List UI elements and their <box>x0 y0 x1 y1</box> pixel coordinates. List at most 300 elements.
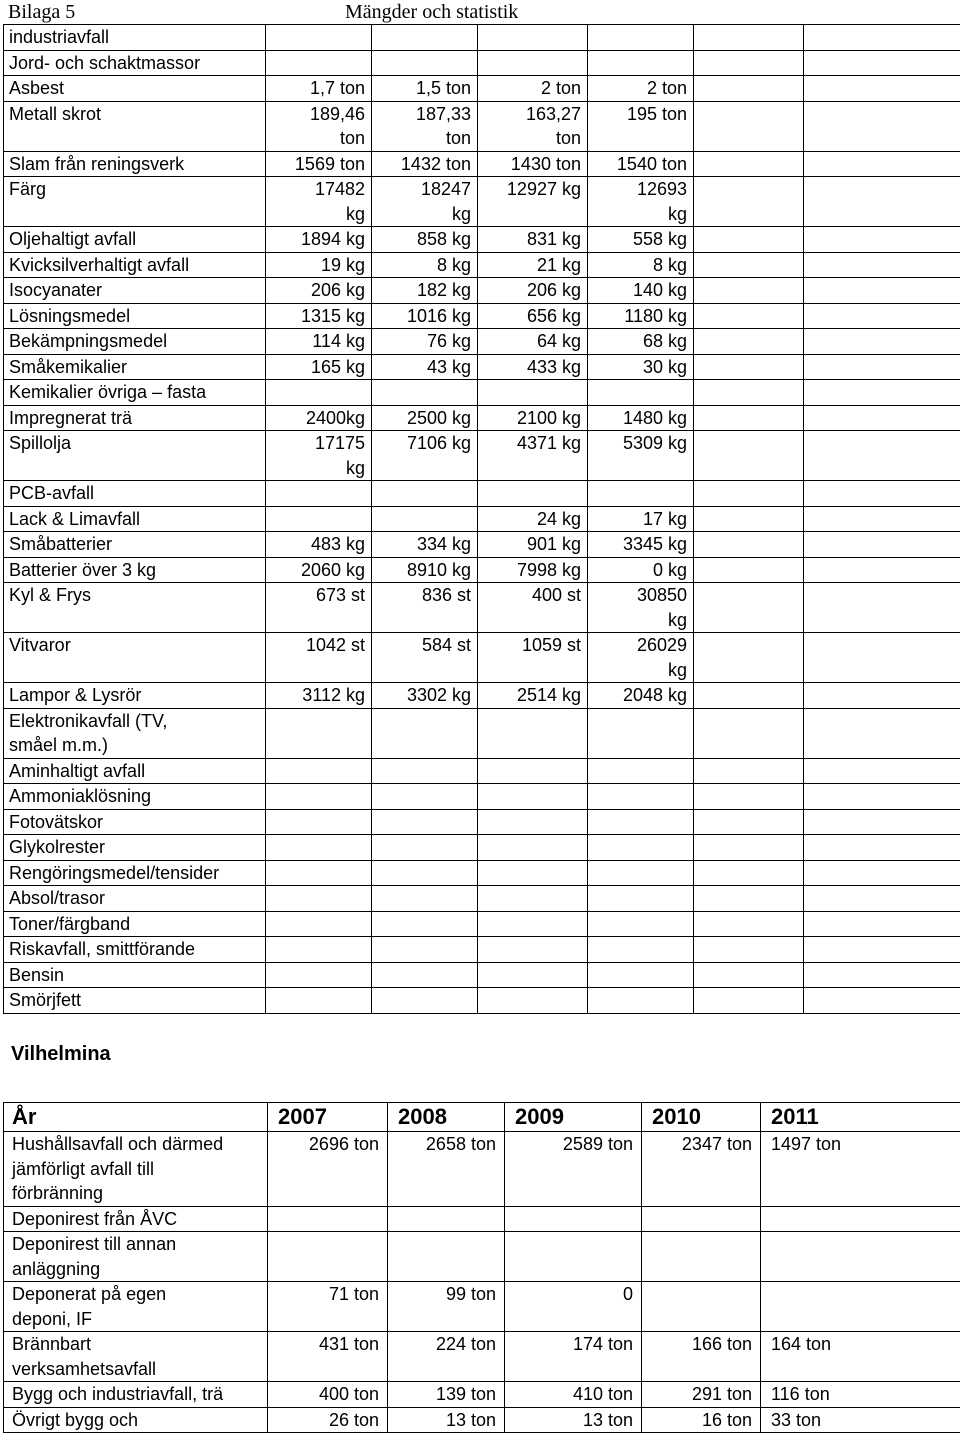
empty-cell <box>804 633 960 683</box>
value-cell: 858 kg <box>372 227 478 253</box>
empty-cell <box>804 708 960 758</box>
value-cell: 5309 kg <box>588 431 694 481</box>
empty-cell <box>694 252 804 278</box>
value-cell: 187,33 ton <box>372 101 478 151</box>
table-row <box>4 481 960 507</box>
table-row <box>4 557 960 583</box>
value-cell: 1059 st <box>478 633 588 683</box>
value-cell: 30850 kg <box>588 583 694 633</box>
value-cell: 165 kg <box>266 354 372 380</box>
header-cell-year: 2011 <box>761 1103 960 1132</box>
value-cell: 4371 kg <box>478 431 588 481</box>
value-cell: 1315 kg <box>266 303 372 329</box>
value-cell <box>588 962 694 988</box>
value-cell <box>266 962 372 988</box>
row-label: Småkemikalier <box>4 354 266 380</box>
empty-cell <box>804 101 960 151</box>
table-row <box>4 405 960 431</box>
value-cell <box>372 758 478 784</box>
value-cell: 2060 kg <box>266 557 372 583</box>
empty-cell <box>804 431 960 481</box>
value-cell <box>372 911 478 937</box>
value-cell: 21 kg <box>478 252 588 278</box>
table-row <box>4 1132 960 1207</box>
table-row <box>4 252 960 278</box>
value-cell <box>268 1232 388 1282</box>
value-cell <box>478 758 588 784</box>
table-row <box>4 76 960 102</box>
empty-cell <box>694 937 804 963</box>
value-cell: 673 st <box>266 583 372 633</box>
empty-cell <box>694 177 804 227</box>
page-title: Mängder och statistik <box>345 1 518 24</box>
header-cell-year: 2009 <box>505 1103 642 1132</box>
value-cell <box>266 937 372 963</box>
table-row <box>4 431 960 481</box>
row-label: Kvicksilverhaltigt avfall <box>4 252 266 278</box>
value-cell: 8910 kg <box>372 557 478 583</box>
value-cell: 17 kg <box>588 506 694 532</box>
value-cell: 19 kg <box>266 252 372 278</box>
row-label: Absol/trasor <box>4 886 266 912</box>
value-cell: 164 ton <box>761 1332 960 1382</box>
value-cell <box>478 886 588 912</box>
value-cell: 836 st <box>372 583 478 633</box>
table-row <box>4 633 960 683</box>
value-cell <box>372 809 478 835</box>
row-label: Glykolrester <box>4 835 266 861</box>
table-row <box>4 1206 960 1232</box>
row-label: Impregnerat trä <box>4 405 266 431</box>
value-cell <box>372 937 478 963</box>
empty-cell <box>804 937 960 963</box>
value-cell: 2400kg <box>266 405 372 431</box>
table-row <box>4 25 960 51</box>
value-cell <box>372 50 478 76</box>
value-cell <box>266 25 372 51</box>
row-label: Kemikalier övriga – fasta <box>4 380 266 406</box>
row-label: PCB-avfall <box>4 481 266 507</box>
value-cell: 206 kg <box>478 278 588 304</box>
row-label: Asbest <box>4 76 266 102</box>
value-cell <box>478 860 588 886</box>
value-cell <box>478 708 588 758</box>
value-cell: 1569 ton <box>266 151 372 177</box>
empty-cell <box>804 988 960 1014</box>
value-cell: 26029 kg <box>588 633 694 683</box>
value-cell: 71 ton <box>268 1282 388 1332</box>
empty-cell <box>694 506 804 532</box>
value-cell: 8 kg <box>372 252 478 278</box>
empty-cell <box>804 405 960 431</box>
waste-table-vilhelmina <box>3 1102 960 1433</box>
table-row <box>4 860 960 886</box>
value-cell <box>266 911 372 937</box>
empty-cell <box>804 962 960 988</box>
empty-cell <box>694 278 804 304</box>
value-cell <box>588 50 694 76</box>
value-cell: 1432 ton <box>372 151 478 177</box>
value-cell: 558 kg <box>588 227 694 253</box>
empty-cell <box>694 25 804 51</box>
value-cell: 224 ton <box>388 1332 505 1382</box>
value-cell <box>266 506 372 532</box>
table-row <box>4 532 960 558</box>
value-cell: 17175 kg <box>266 431 372 481</box>
empty-cell <box>694 354 804 380</box>
table-row <box>4 1407 960 1433</box>
row-label: Bygg och industriavfall, trä <box>4 1382 268 1408</box>
value-cell <box>478 25 588 51</box>
empty-cell <box>694 962 804 988</box>
row-label: Slam från reningsverk <box>4 151 266 177</box>
value-cell: 410 ton <box>505 1382 642 1408</box>
row-label: Småbatterier <box>4 532 266 558</box>
table-row <box>4 303 960 329</box>
row-label: Deponirest från ÅVC <box>4 1206 268 1232</box>
value-cell: 1480 kg <box>588 405 694 431</box>
value-cell <box>478 937 588 963</box>
value-cell <box>266 758 372 784</box>
value-cell: 2 ton <box>588 76 694 102</box>
value-cell: 1894 kg <box>266 227 372 253</box>
value-cell <box>588 481 694 507</box>
value-cell: 1,5 ton <box>372 76 478 102</box>
table-row <box>4 784 960 810</box>
value-cell: 163,27 ton <box>478 101 588 151</box>
empty-cell <box>804 354 960 380</box>
value-cell <box>266 708 372 758</box>
table-row <box>4 151 960 177</box>
value-cell: 3302 kg <box>372 683 478 709</box>
value-cell: 2658 ton <box>388 1132 505 1207</box>
empty-cell <box>694 101 804 151</box>
value-cell: 30 kg <box>588 354 694 380</box>
value-cell <box>642 1282 761 1332</box>
row-label: Smörjfett <box>4 988 266 1014</box>
empty-cell <box>804 886 960 912</box>
row-label: Hushållsavfall och därmed jämförligt avfall till förbränning <box>4 1132 268 1207</box>
section-title: Vilhelmina <box>11 1043 111 1066</box>
empty-cell <box>804 25 960 51</box>
empty-cell <box>804 329 960 355</box>
value-cell <box>588 937 694 963</box>
value-cell: 2100 kg <box>478 405 588 431</box>
value-cell: 189,46 ton <box>266 101 372 151</box>
value-cell: 68 kg <box>588 329 694 355</box>
empty-cell <box>694 50 804 76</box>
value-cell: 400 ton <box>268 1382 388 1408</box>
value-cell <box>478 988 588 1014</box>
empty-cell <box>804 758 960 784</box>
value-cell: 18247 kg <box>372 177 478 227</box>
empty-cell <box>804 380 960 406</box>
table-row <box>4 809 960 835</box>
value-cell: 1180 kg <box>588 303 694 329</box>
value-cell <box>372 988 478 1014</box>
value-cell: 431 ton <box>268 1332 388 1382</box>
waste-table-1 <box>3 24 960 1014</box>
row-label: Kyl & Frys <box>4 583 266 633</box>
value-cell <box>266 809 372 835</box>
row-label: Fotovätskor <box>4 809 266 835</box>
value-cell <box>372 25 478 51</box>
value-cell: 584 st <box>372 633 478 683</box>
value-cell: 166 ton <box>642 1332 761 1382</box>
value-cell <box>372 886 478 912</box>
value-cell: 16 ton <box>642 1407 761 1433</box>
value-cell: 43 kg <box>372 354 478 380</box>
value-cell <box>478 784 588 810</box>
value-cell <box>266 860 372 886</box>
value-cell: 1016 kg <box>372 303 478 329</box>
value-cell: 433 kg <box>478 354 588 380</box>
table-row <box>4 278 960 304</box>
empty-cell <box>694 886 804 912</box>
row-label: Aminhaltigt avfall <box>4 758 266 784</box>
empty-cell <box>694 151 804 177</box>
empty-cell <box>694 708 804 758</box>
value-cell: 76 kg <box>372 329 478 355</box>
value-cell <box>761 1282 960 1332</box>
value-cell <box>266 784 372 810</box>
value-cell <box>478 50 588 76</box>
empty-cell <box>694 633 804 683</box>
row-label: Brännbart verksamhetsavfall <box>4 1332 268 1382</box>
value-cell <box>478 481 588 507</box>
empty-cell <box>694 76 804 102</box>
table-row <box>4 1382 960 1408</box>
value-cell: 7106 kg <box>372 431 478 481</box>
table-row <box>4 380 960 406</box>
value-cell: 114 kg <box>266 329 372 355</box>
header-cell-year: 2010 <box>642 1103 761 1132</box>
empty-cell <box>694 988 804 1014</box>
row-label: Metall skrot <box>4 101 266 151</box>
empty-cell <box>694 758 804 784</box>
value-cell <box>372 835 478 861</box>
empty-cell <box>694 303 804 329</box>
empty-cell <box>804 860 960 886</box>
value-cell: 901 kg <box>478 532 588 558</box>
row-label: Färg <box>4 177 266 227</box>
row-label: Bensin <box>4 962 266 988</box>
empty-cell <box>694 329 804 355</box>
table-row <box>4 708 960 758</box>
empty-cell <box>804 506 960 532</box>
value-cell: 3112 kg <box>266 683 372 709</box>
value-cell <box>266 481 372 507</box>
value-cell <box>588 380 694 406</box>
value-cell: 116 ton <box>761 1382 960 1408</box>
value-cell <box>642 1232 761 1282</box>
row-label: Rengöringsmedel/tensider <box>4 860 266 886</box>
value-cell <box>372 784 478 810</box>
table-row <box>4 937 960 963</box>
empty-cell <box>804 50 960 76</box>
table-header-row <box>4 1103 960 1132</box>
value-cell <box>478 835 588 861</box>
value-cell: 195 ton <box>588 101 694 151</box>
table-row <box>4 583 960 633</box>
header-cell-year-label: År <box>4 1103 268 1132</box>
table-row <box>4 1332 960 1382</box>
empty-cell <box>804 809 960 835</box>
row-label: Deponerat på egen deponi, IF <box>4 1282 268 1332</box>
row-label: Deponirest till annan anläggning <box>4 1232 268 1282</box>
value-cell: 1,7 ton <box>266 76 372 102</box>
value-cell: 1042 st <box>266 633 372 683</box>
empty-cell <box>804 683 960 709</box>
row-label: Toner/färgband <box>4 911 266 937</box>
row-label: Övrigt bygg och <box>4 1407 268 1433</box>
empty-cell <box>694 380 804 406</box>
row-label: Spillolja <box>4 431 266 481</box>
value-cell <box>588 758 694 784</box>
value-cell <box>588 784 694 810</box>
table-row <box>4 758 960 784</box>
value-cell: 1540 ton <box>588 151 694 177</box>
table-row <box>4 1282 960 1332</box>
row-label: Elektronikavfall (TV, småel m.m.) <box>4 708 266 758</box>
value-cell: 0 kg <box>588 557 694 583</box>
value-cell <box>761 1232 960 1282</box>
empty-cell <box>694 405 804 431</box>
header-cell-year: 2008 <box>388 1103 505 1132</box>
value-cell <box>266 988 372 1014</box>
value-cell: 483 kg <box>266 532 372 558</box>
empty-cell <box>804 303 960 329</box>
empty-cell <box>804 177 960 227</box>
table-row <box>4 50 960 76</box>
empty-cell <box>694 683 804 709</box>
empty-cell <box>804 227 960 253</box>
row-label: Lampor & Lysrör <box>4 683 266 709</box>
value-cell <box>588 911 694 937</box>
value-cell <box>372 380 478 406</box>
value-cell <box>478 962 588 988</box>
value-cell: 2589 ton <box>505 1132 642 1207</box>
table-row <box>4 886 960 912</box>
row-label: Lösningsmedel <box>4 303 266 329</box>
empty-cell <box>694 431 804 481</box>
row-label: Ammoniaklösning <box>4 784 266 810</box>
value-cell: 13 ton <box>505 1407 642 1433</box>
table-row <box>4 911 960 937</box>
value-cell <box>588 886 694 912</box>
table-row <box>4 835 960 861</box>
value-cell <box>372 962 478 988</box>
table-row <box>4 227 960 253</box>
value-cell: 206 kg <box>266 278 372 304</box>
empty-cell <box>694 835 804 861</box>
row-label: Lack & Limavfall <box>4 506 266 532</box>
value-cell <box>478 911 588 937</box>
value-cell <box>388 1206 505 1232</box>
value-cell: 26 ton <box>268 1407 388 1433</box>
value-cell <box>266 886 372 912</box>
row-label: Vitvaror <box>4 633 266 683</box>
table-row <box>4 962 960 988</box>
value-cell: 24 kg <box>478 506 588 532</box>
row-label: Bekämpningsmedel <box>4 329 266 355</box>
value-cell: 2 ton <box>478 76 588 102</box>
empty-cell <box>804 76 960 102</box>
row-label: Jord- och schaktmassor <box>4 50 266 76</box>
value-cell: 0 <box>505 1282 642 1332</box>
empty-cell <box>694 481 804 507</box>
row-label: Riskavfall, smittförande <box>4 937 266 963</box>
row-label: Oljehaltigt avfall <box>4 227 266 253</box>
value-cell <box>761 1206 960 1232</box>
value-cell: 291 ton <box>642 1382 761 1408</box>
value-cell <box>372 506 478 532</box>
value-cell <box>642 1206 761 1232</box>
table-row <box>4 988 960 1014</box>
empty-cell <box>694 860 804 886</box>
value-cell: 831 kg <box>478 227 588 253</box>
value-cell <box>372 860 478 886</box>
value-cell <box>388 1232 505 1282</box>
value-cell: 12693 kg <box>588 177 694 227</box>
appendix-label: Bilaga 5 <box>8 1 75 24</box>
value-cell: 8 kg <box>588 252 694 278</box>
empty-cell <box>804 532 960 558</box>
value-cell <box>588 988 694 1014</box>
value-cell: 140 kg <box>588 278 694 304</box>
value-cell: 2347 ton <box>642 1132 761 1207</box>
row-label: Batterier över 3 kg <box>4 557 266 583</box>
table-row <box>4 101 960 151</box>
value-cell <box>372 708 478 758</box>
table-row <box>4 506 960 532</box>
value-cell: 2500 kg <box>372 405 478 431</box>
value-cell <box>588 708 694 758</box>
value-cell <box>268 1206 388 1232</box>
value-cell <box>588 809 694 835</box>
empty-cell <box>804 151 960 177</box>
value-cell: 2514 kg <box>478 683 588 709</box>
value-cell: 174 ton <box>505 1332 642 1382</box>
value-cell: 3345 kg <box>588 532 694 558</box>
empty-cell <box>694 532 804 558</box>
value-cell <box>478 380 588 406</box>
empty-cell <box>804 252 960 278</box>
value-cell <box>478 809 588 835</box>
empty-cell <box>804 835 960 861</box>
empty-cell <box>804 481 960 507</box>
value-cell: 12927 kg <box>478 177 588 227</box>
table-row <box>4 1232 960 1282</box>
value-cell: 33 ton <box>761 1407 960 1433</box>
empty-cell <box>694 911 804 937</box>
value-cell: 1497 ton <box>761 1132 960 1207</box>
value-cell <box>266 50 372 76</box>
empty-cell <box>694 557 804 583</box>
row-label: industriavfall <box>4 25 266 51</box>
empty-cell <box>694 809 804 835</box>
value-cell: 400 st <box>478 583 588 633</box>
value-cell: 182 kg <box>372 278 478 304</box>
value-cell <box>588 25 694 51</box>
value-cell: 656 kg <box>478 303 588 329</box>
empty-cell <box>804 278 960 304</box>
value-cell: 13 ton <box>388 1407 505 1433</box>
empty-cell <box>694 583 804 633</box>
row-label: Isocyanater <box>4 278 266 304</box>
value-cell <box>588 835 694 861</box>
table-row <box>4 354 960 380</box>
